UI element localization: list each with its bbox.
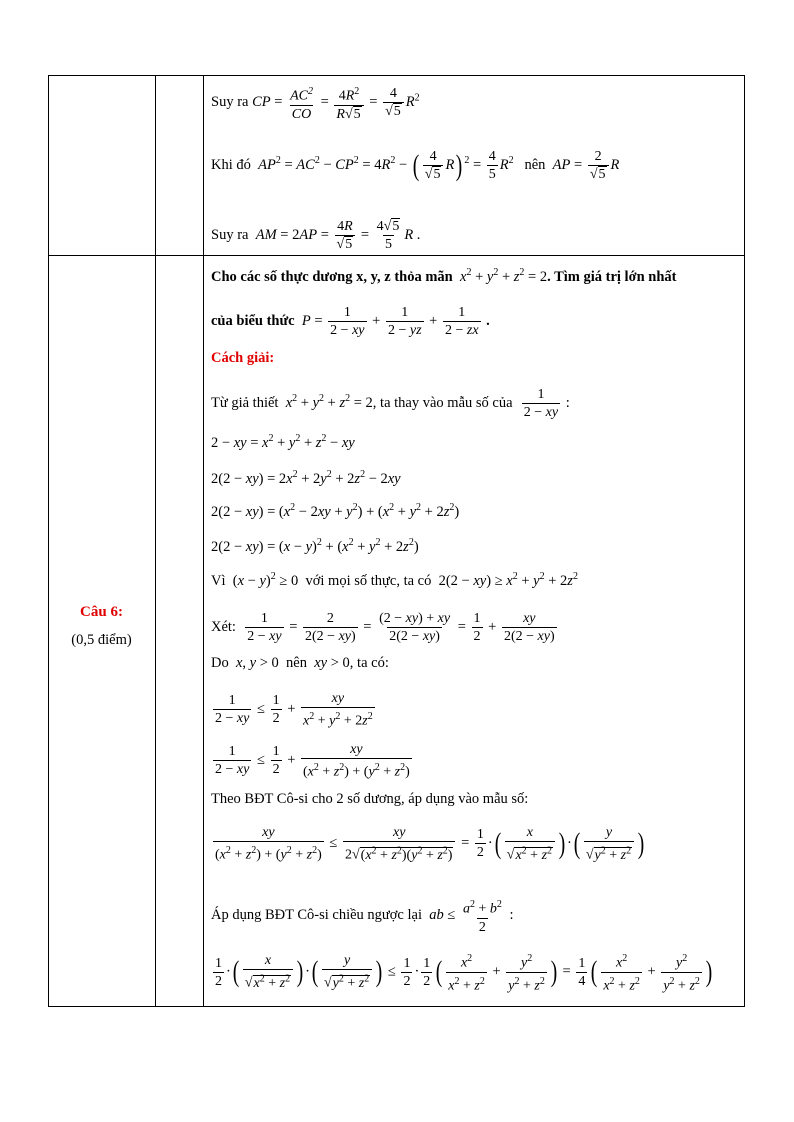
problem-text-2: . Tìm giá trị lớn nhất	[547, 268, 677, 285]
line-consider: Xét: $\frac{1}{2 - xy}$ = $\frac{2}{2(2 - xy)}$ = $\frac{(2 - xy) + xy}{2(2 - xy)}$ = $\frac{1}{2}$ + $\frac{xy}{2(2 - xy)}$	[211, 611, 555, 644]
ineq-line-cosi: $\frac{xy}{(x^2 + z^2) + (y^2 + z^2)}$ ≤ $\frac{xy}{2√(x^2 + z^2)(y^2 + z^2)}$ = $\frac{1}{2}$ ·( $\frac{x}{√x^2 + z^2}$ ) ·( $\frac{y}{√y^2 + z^2}$ )	[215, 825, 645, 863]
problem-line-1: Cho các số thực dương x, y, z thỏa mãn $x^2 + y^2 + z^2 = 2$. Tìm giá trị lớn nhất	[211, 267, 677, 285]
line-cosi: Theo BĐT Cô-si cho 2 số dương, áp dụng vào mẫu số:	[211, 791, 529, 807]
method-heading: Cách giải:	[211, 350, 275, 366]
text-suy-ra-2: Suy ra	[211, 226, 249, 243]
text-vi: Vì	[211, 572, 226, 589]
ineq-line-1: $\frac{1}{2 - xy}$ ≤ $\frac{1}{2}$ + $\frac{xy}{x^2 + y^2 + 2z^2}$	[215, 691, 373, 729]
ineq-line-2: $\frac{1}{2 - xy}$ ≤ $\frac{1}{2}$ + $\frac{xy}{(x^2 + z^2) + (y^2 + z^2)}$	[215, 742, 410, 780]
column-divider-1	[155, 75, 156, 1007]
line-reverse-cosi: Áp dụng BĐT Cô-si chiều ngược lại ab ≤ $\frac{a^2 + b^2}{2}$ :	[211, 899, 514, 935]
eq-line-1: 2 − xy = $x^2 + y^2 + z^2$ − xy	[211, 433, 355, 451]
row1-line-cp: Suy ra CP = $\frac{AC^2}{CO}$ = $\frac{4R^2}{R√5}$ = $\frac{4}{√5}$ $R^2$	[211, 86, 420, 122]
eq-line-2: $2(2 - xy) = 2x^2 + 2y^2 + 2z^2 - 2xy$	[211, 469, 401, 487]
problem-text-1: Cho các số thực dương x, y, z thỏa mãn	[211, 268, 453, 285]
table-left-border	[48, 75, 49, 1007]
text-thay-vao: , ta thay vào mẫu số của	[372, 394, 513, 411]
row-divider	[48, 255, 745, 256]
ineq-line-final: $\frac{1}{2}$ ·( $\frac{x}{√x^2 + z^2}$ ) ·( $\frac{y}{√y^2 + z^2}$ ) ≤ $\frac{1}{2}$ · $\frac{1}{2}$ ( $\frac{x^2}{x^2 + z^2}$ + $\frac{y^2}{y^2 + z^2}$ ) = $\frac{1}{4}$ ( $\frac{x^2}{x^2 + z^2}$ + $\frac{y^2}{y^2 + z^2}$ )	[215, 953, 713, 994]
question-points: (0,5 điểm)	[71, 632, 132, 648]
text-ap-dung: Áp dụng BĐT Cô-si chiều ngược lại	[211, 907, 422, 924]
text-xet: Xét:	[211, 618, 236, 635]
column-divider-2	[203, 75, 204, 1007]
table-top-border	[48, 75, 745, 76]
problem-text-3: của biểu thức	[211, 312, 295, 329]
row1-line-ap: Khi đó $AP^2 = AC^2 - CP^2 = 4R^2$ − ( $\frac{4}{√5}$ R) $^2$ = $\frac{4}{5}$ $R^2$ nên AP = $\frac{2}{√5}$ R	[211, 148, 620, 182]
line-do: Do x, y > 0 nên xy > 0, ta có:	[211, 655, 389, 671]
problem-line-2: của biểu thức P = $\frac{1}{2 - xy}$ + $\frac{1}{2 - yz}$ + $\frac{1}{2 - zx}$ .	[211, 305, 490, 338]
question-label: Câu 6:	[80, 604, 123, 620]
text-tu-gia-thiet: Từ giả thiết	[211, 394, 279, 411]
eq-line-3: $2(2 - xy) = (x^2 - 2xy + y^2) + (x^2 + y^2 + 2z^2)$	[211, 502, 460, 520]
text-nen: nên	[524, 156, 546, 173]
eq-line-4: $2(2 - xy) = (x - y)^2 + (x^2 + y^2 + 2z^2)$	[211, 537, 419, 555]
text-nen-2: nên	[286, 655, 307, 671]
text-voi-moi: với mọi số thực, ta có	[305, 572, 432, 589]
row1-line-am: Suy ra AM = 2AP = $\frac{4R}{√5}$ = $\frac{4√5}{5}$ R .	[211, 219, 421, 252]
text-khi-do: Khi đó	[211, 156, 251, 173]
line-since: Vì $(x - y)^2 \ge 0$ với mọi số thực, ta có $2(2 - xy) \ge x^2 + y^2 + 2z^2$	[211, 571, 578, 589]
text-do: Do	[211, 655, 229, 671]
table-right-border	[744, 75, 745, 1007]
line-from-hypothesis: Từ giả thiết $x^2 + y^2 + z^2 = 2$, ta thay vào mẫu số của $\frac{1}{2 - xy}$ :	[211, 387, 570, 420]
table-bottom-border	[48, 1006, 745, 1007]
text-ta-co: , ta có:	[349, 655, 389, 671]
text-suy-ra: Suy ra	[211, 94, 249, 111]
